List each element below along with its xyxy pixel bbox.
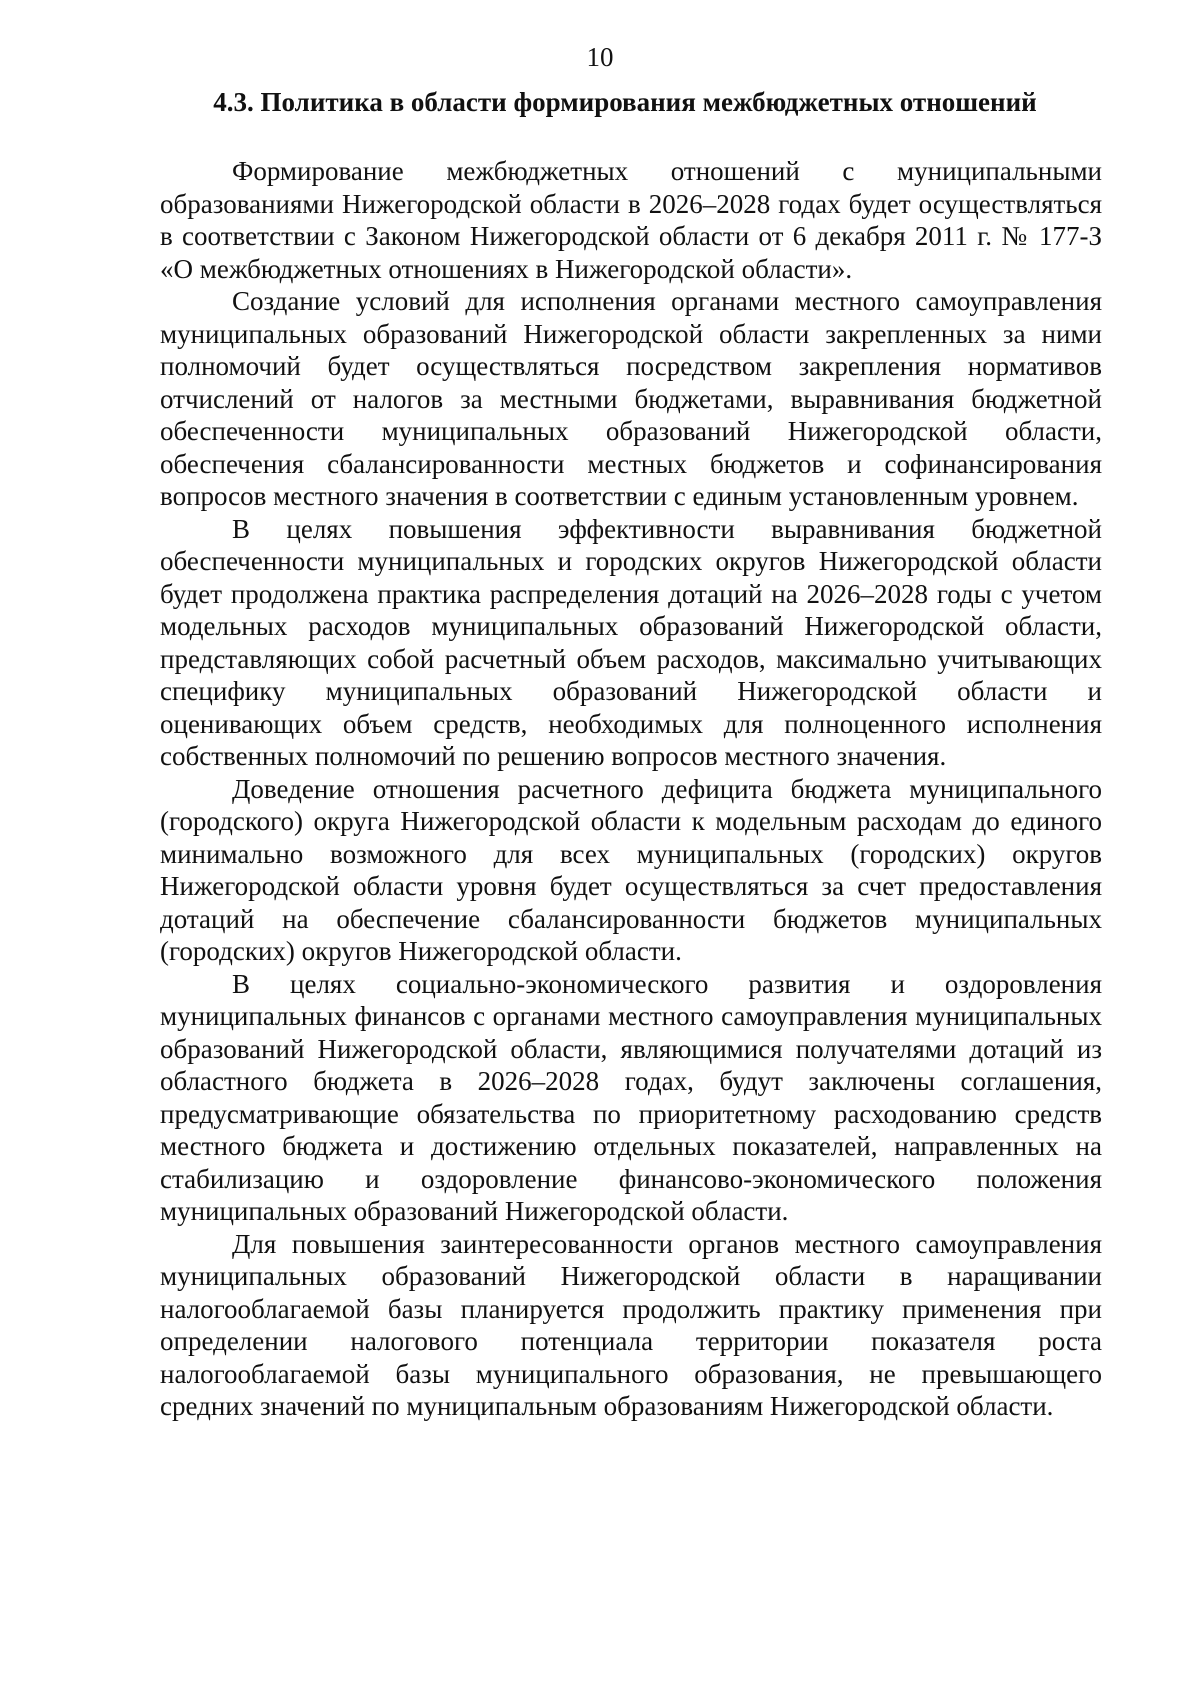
paragraph: В целях повышения эффективности выравнивания бюджетной обеспеченности муниципальных и городских округов Нижегородской области будет продолжена практика распределения дотаций на 2026–2028 годы с учетом модельных расходов муниципальных образований Нижегородской области, представляющих собой расчетный объем расходов, максимально учитывающих специфику муниципальных образований Нижегородской области и оценивающих объем средств, необходимых для полноценного исполнения собственных полномочий по решению вопросов местного значения.	[160, 513, 1102, 771]
paragraph: В целях социально-экономического развития и оздоровления муниципальных финансов с органами местного самоуправления муниципальных образований Нижегородской области, являющимися получателями дотаций из областного бюджета в 2026–2028 годах, будут заключены соглашения, предусматривающие обязательства по приоритетному расходованию средств местного бюджета и достижению отдельных показателей, направленных на стабилизацию и оздоровление финансово-экономического положения муниципальных образований Нижегородской области.	[160, 968, 1102, 1226]
paragraph: Формирование межбюджетных отношений с муниципальными образованиями Нижегородской области в 2026–2028 годах будет осуществляться в соответствии с Законом Нижегородской области от 6 декабря 2011 г. № 177-З «О межбюджетных отношениях в Нижегородской области».	[160, 156, 1102, 284]
paragraph: Создание условий для исполнения органами местного самоуправления муниципальных образований Нижегородской области закрепленных за ними полномочий будет осуществляться посредством закрепления нормативов отчислений от налогов за местными бюджетами, выравнивания бюджетной обеспеченности муниципальных образований Нижегородской области, обеспечения сбалансированности местных бюджетов и софинансирования вопросов местного значения в соответствии с единым установленным уровнем.	[160, 286, 1102, 511]
section-heading: 4.3. Политика в области формирования межбюджетных отношений	[213, 87, 1037, 117]
page-number: 10	[586, 42, 614, 72]
paragraph: Для повышения заинтересованности органов местного самоуправления муниципальных образований Нижегородской области в наращивании налогооблагаемой базы планируется продолжить практику применения при определении налогового потенциала территории показателя роста налогооблагаемой базы муниципального образования, не превышающего средних значений по муниципальным образованиям Нижегородской области.	[160, 1228, 1102, 1421]
body-text	[160, 155, 1102, 1423]
paragraph: Доведение отношения расчетного дефицита бюджета муниципального (городского) округа Нижегородской области к модельным расходам до единого минимально возможного для всех муниципальных (городских) округов Нижегородской области уровня будет осуществляться за счет предоставления дотаций на обеспечение сбалансированности бюджетов муниципальных (городских) округов Нижегородской области.	[160, 773, 1102, 966]
